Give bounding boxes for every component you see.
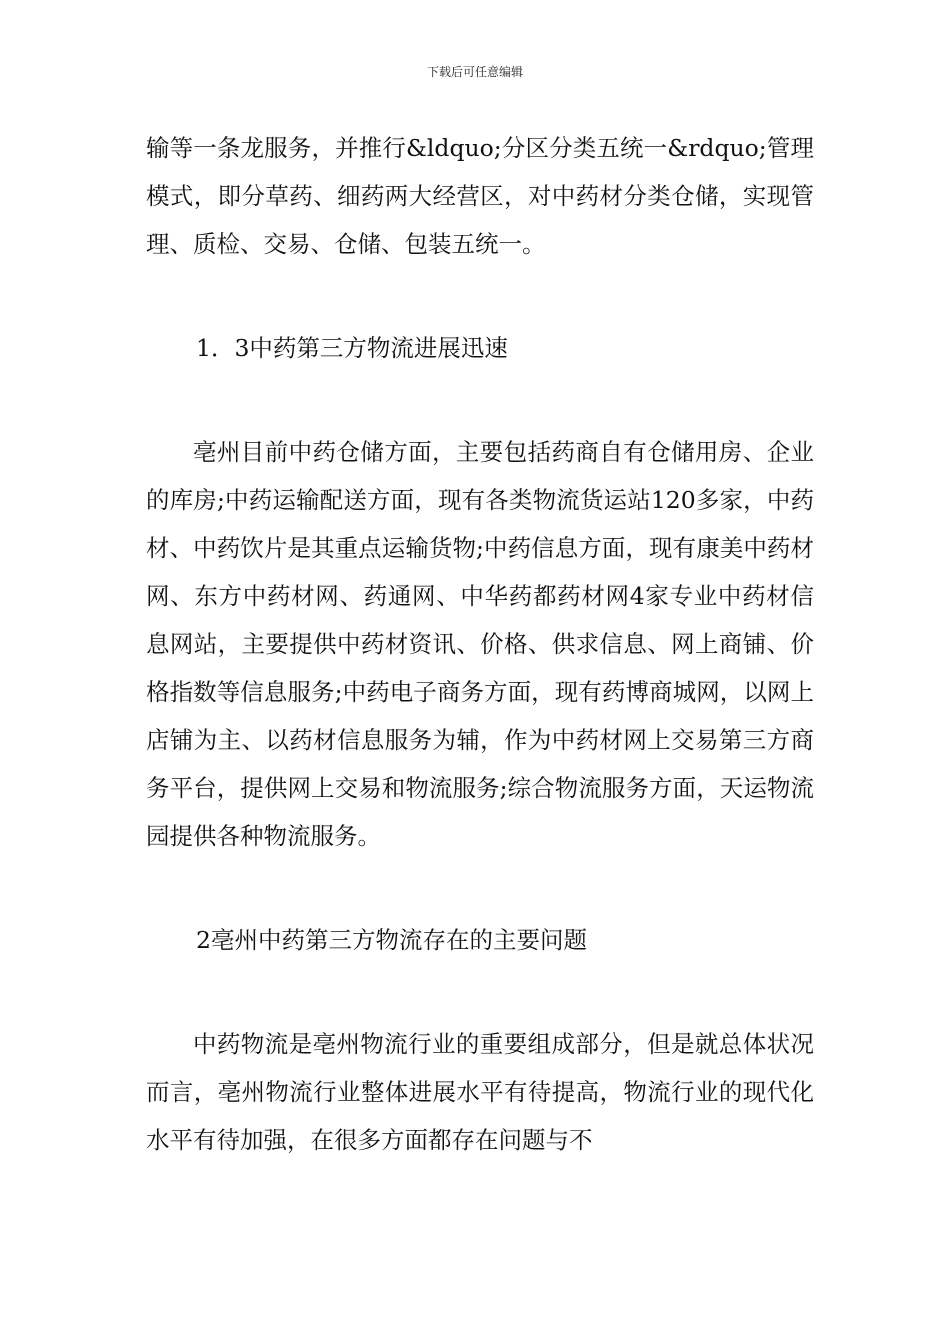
page-header: 下载后可任意编辑 <box>426 65 523 79</box>
paragraph-problems: 中药物流是亳州物流行业的重要组成部分，但是就总体状况而言，亳州物流行业整体进展水平有待提高，物流行业的现代化水平有待加强，在很多方面都存在问题与不 <box>146 1030 814 1154</box>
paragraph-continued: 输等一条龙服务，并推行&ldquo;分区分类五统一&rdquo;管理模式，即分草药、细药两大经营区，对中药材分类仓储，实现管理、质检、交易、仓储、包装五统一。 <box>146 134 814 258</box>
section-heading-2: 2亳州中药第三方物流存在的主要问题 <box>196 926 587 954</box>
paragraph-logistics: 亳州目前中药仓储方面，主要包括药商自有仓储用房、企业的库房;中药运输配送方面，现有各类物流货运站120多家，中药材、中药饮片是其重点运输货物;中药信息方面，现有康美中药材网、东方中药材网、药通网、中华药都药材网4家专业中药材信息网站，主要提供中药材资讯、价格、供求信息、网上商铺、价格指数等信息服务;中药电子商务方面，现有药博商城网，以网上店铺为主、以药材信息服务为辅，作为中药材网上交易第三方商务平台，提供网上交易和物流服务;综合物流服务方面，天运物流园提供各种物流服务。 <box>146 438 814 850</box>
section-heading-1-3: 1．3中药第三方物流进展迅速 <box>196 334 508 362</box>
document-body <box>146 124 814 1164</box>
